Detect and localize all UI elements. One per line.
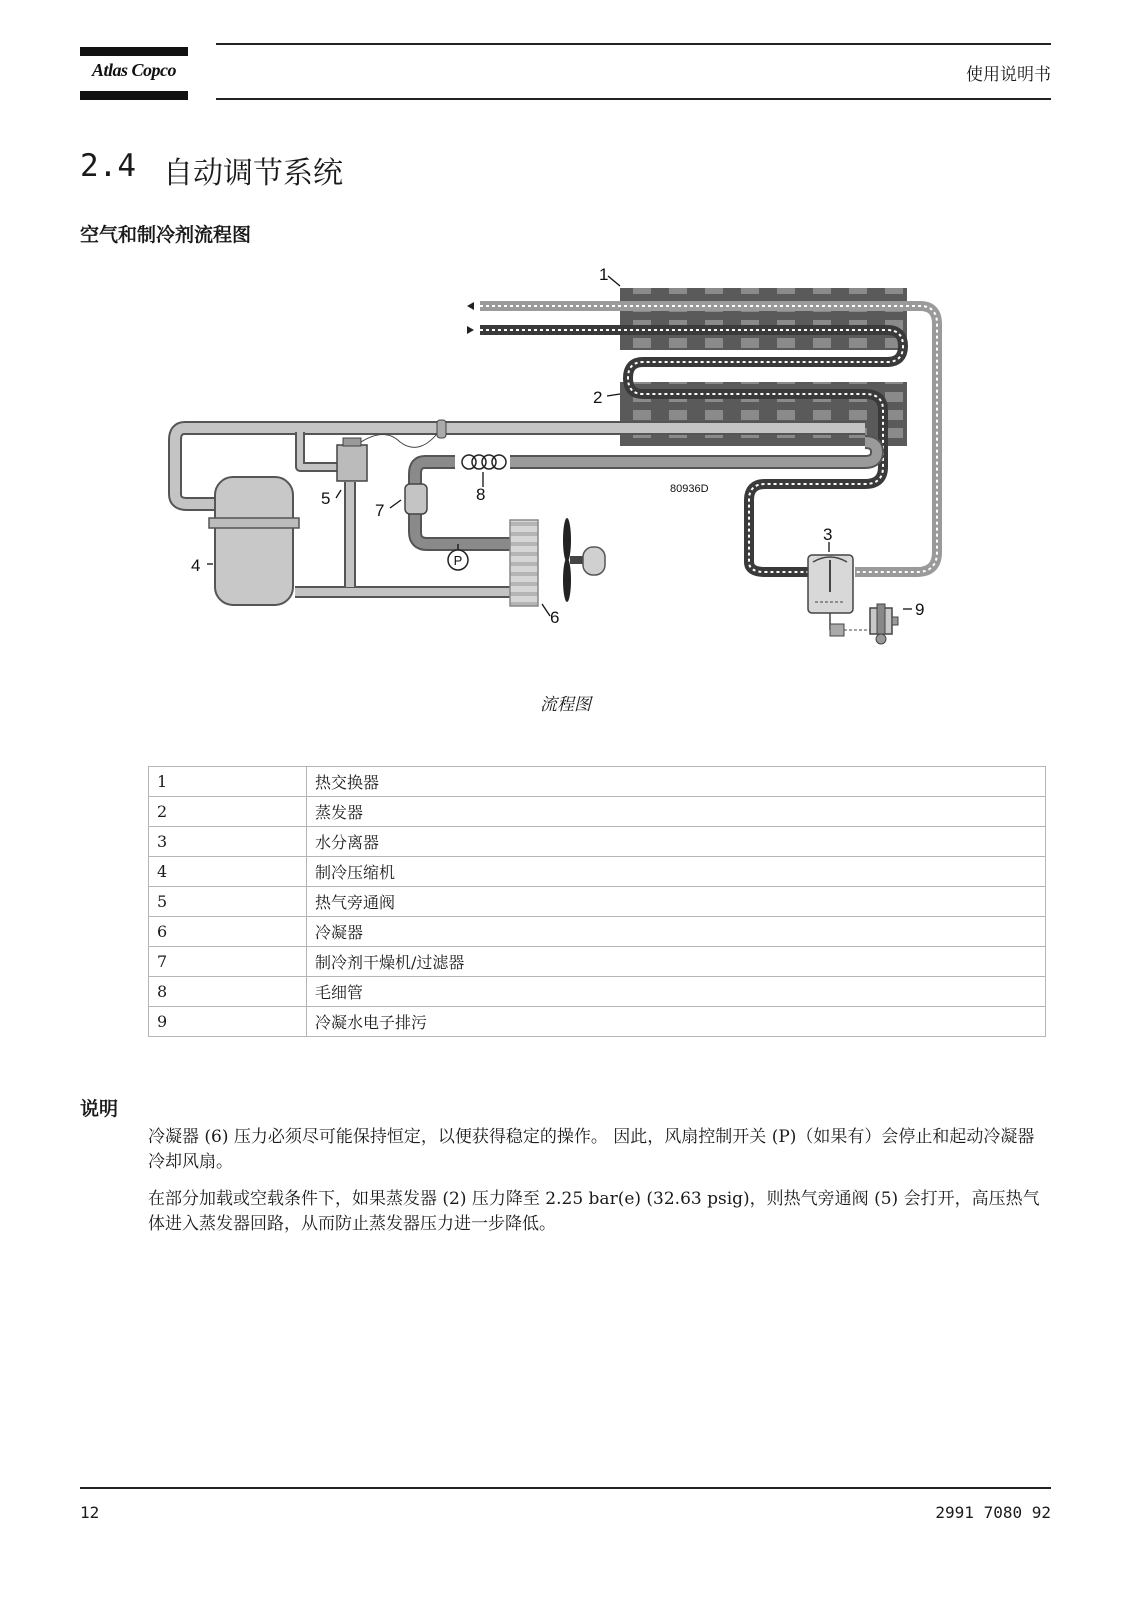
table-row: [149, 827, 1046, 857]
legend-label: 毛细管: [307, 977, 1046, 1007]
refrigeration-compressor: [209, 477, 299, 605]
callout-7: 7: [375, 501, 385, 520]
capillary-tube: [462, 455, 506, 469]
legend-label: 蒸发器: [307, 797, 1046, 827]
callout-5: 5: [321, 489, 331, 508]
legend-number: 3: [149, 827, 307, 857]
pressure-switch-label: P: [453, 553, 463, 568]
page-number: 12: [80, 1503, 100, 1522]
callout-3: 3: [823, 525, 833, 544]
legend-number: 7: [149, 947, 307, 977]
legend-label: 水分离器: [307, 827, 1046, 857]
flow-diagram-subheading: 空气和制冷剂流程图: [80, 224, 252, 246]
water-separator: [808, 555, 853, 636]
condenser-fan: [563, 518, 605, 602]
air-refrigerant-flow-diagram: [165, 262, 945, 662]
legend-label: 热气旁通阀: [307, 887, 1046, 917]
legend-number: 8: [149, 977, 307, 1007]
legend-number: 4: [149, 857, 307, 887]
logo-bar-top: [80, 47, 188, 56]
table-row: [149, 857, 1046, 887]
header-rule-top: [216, 43, 1051, 45]
drier-filter: [405, 484, 427, 514]
table-row: [149, 917, 1046, 947]
document-number: 2991 7080 92: [935, 1503, 1051, 1522]
logo-bar-bottom: [80, 91, 188, 100]
legend-label: 热交换器: [307, 767, 1046, 797]
legend-number: 5: [149, 887, 307, 917]
callout-8: 8: [476, 485, 486, 504]
section-number: 2.4: [80, 148, 136, 184]
legend-label: 制冷压缩机: [307, 857, 1046, 887]
outlet-arrow: [467, 302, 474, 310]
explanation-paragraph: 冷凝器 (6) 压力必须尽可能保持恒定，以便获得稳定的操作。 因此，风扇控制开关 (P)（如果有）会停止和起动冷凝器冷却风扇。: [148, 1127, 1035, 1172]
legend-number: 1: [149, 767, 307, 797]
condenser: [510, 520, 538, 606]
document-type-label: 使用说明书: [966, 65, 1051, 85]
legend-label: 冷凝器: [307, 917, 1046, 947]
figure-caption: 流程图: [540, 695, 591, 715]
header-rule-bottom: [216, 98, 1051, 100]
callout-9: 9: [915, 600, 925, 619]
legend-number: 6: [149, 917, 307, 947]
table-row: [149, 797, 1046, 827]
inlet-arrow: [467, 326, 474, 334]
legend-label: 冷凝水电子排污: [307, 1007, 1046, 1037]
air-inlet-line: [480, 330, 903, 572]
legend-label: 制冷剂干燥机/过滤器: [307, 947, 1046, 977]
section-title: 自动调节系统: [163, 156, 343, 191]
component-legend-table: [148, 766, 1046, 1037]
table-row: [149, 887, 1046, 917]
legend-number: 2: [149, 797, 307, 827]
legend-number: 9: [149, 1007, 307, 1037]
callout-2: 2: [593, 388, 603, 407]
drawing-code: 80936D: [670, 483, 709, 495]
logo-wordmark: Atlas Copco: [91, 60, 176, 80]
footer-rule: [80, 1487, 1051, 1489]
table-row: [149, 767, 1046, 797]
explanation-paragraph: 在部分加载或空载条件下，如果蒸发器 (2) 压力降至 2.25 bar(e) (32.63 psig)，则热气旁通阀 (5) 会打开，高压热气体进入蒸发器回路，从而防止蒸发器压力进一步降低。: [148, 1189, 1040, 1234]
table-row: [149, 1007, 1046, 1037]
heat-exchanger-block: [620, 288, 907, 350]
explanation-heading: 说明: [80, 1098, 119, 1120]
callout-4: 4: [191, 556, 201, 575]
table-row: [149, 977, 1046, 1007]
table-row: [149, 947, 1046, 977]
callout-1: 1: [599, 265, 609, 284]
atlas-copco-logo: [80, 47, 188, 101]
callout-6: 6: [550, 608, 560, 627]
